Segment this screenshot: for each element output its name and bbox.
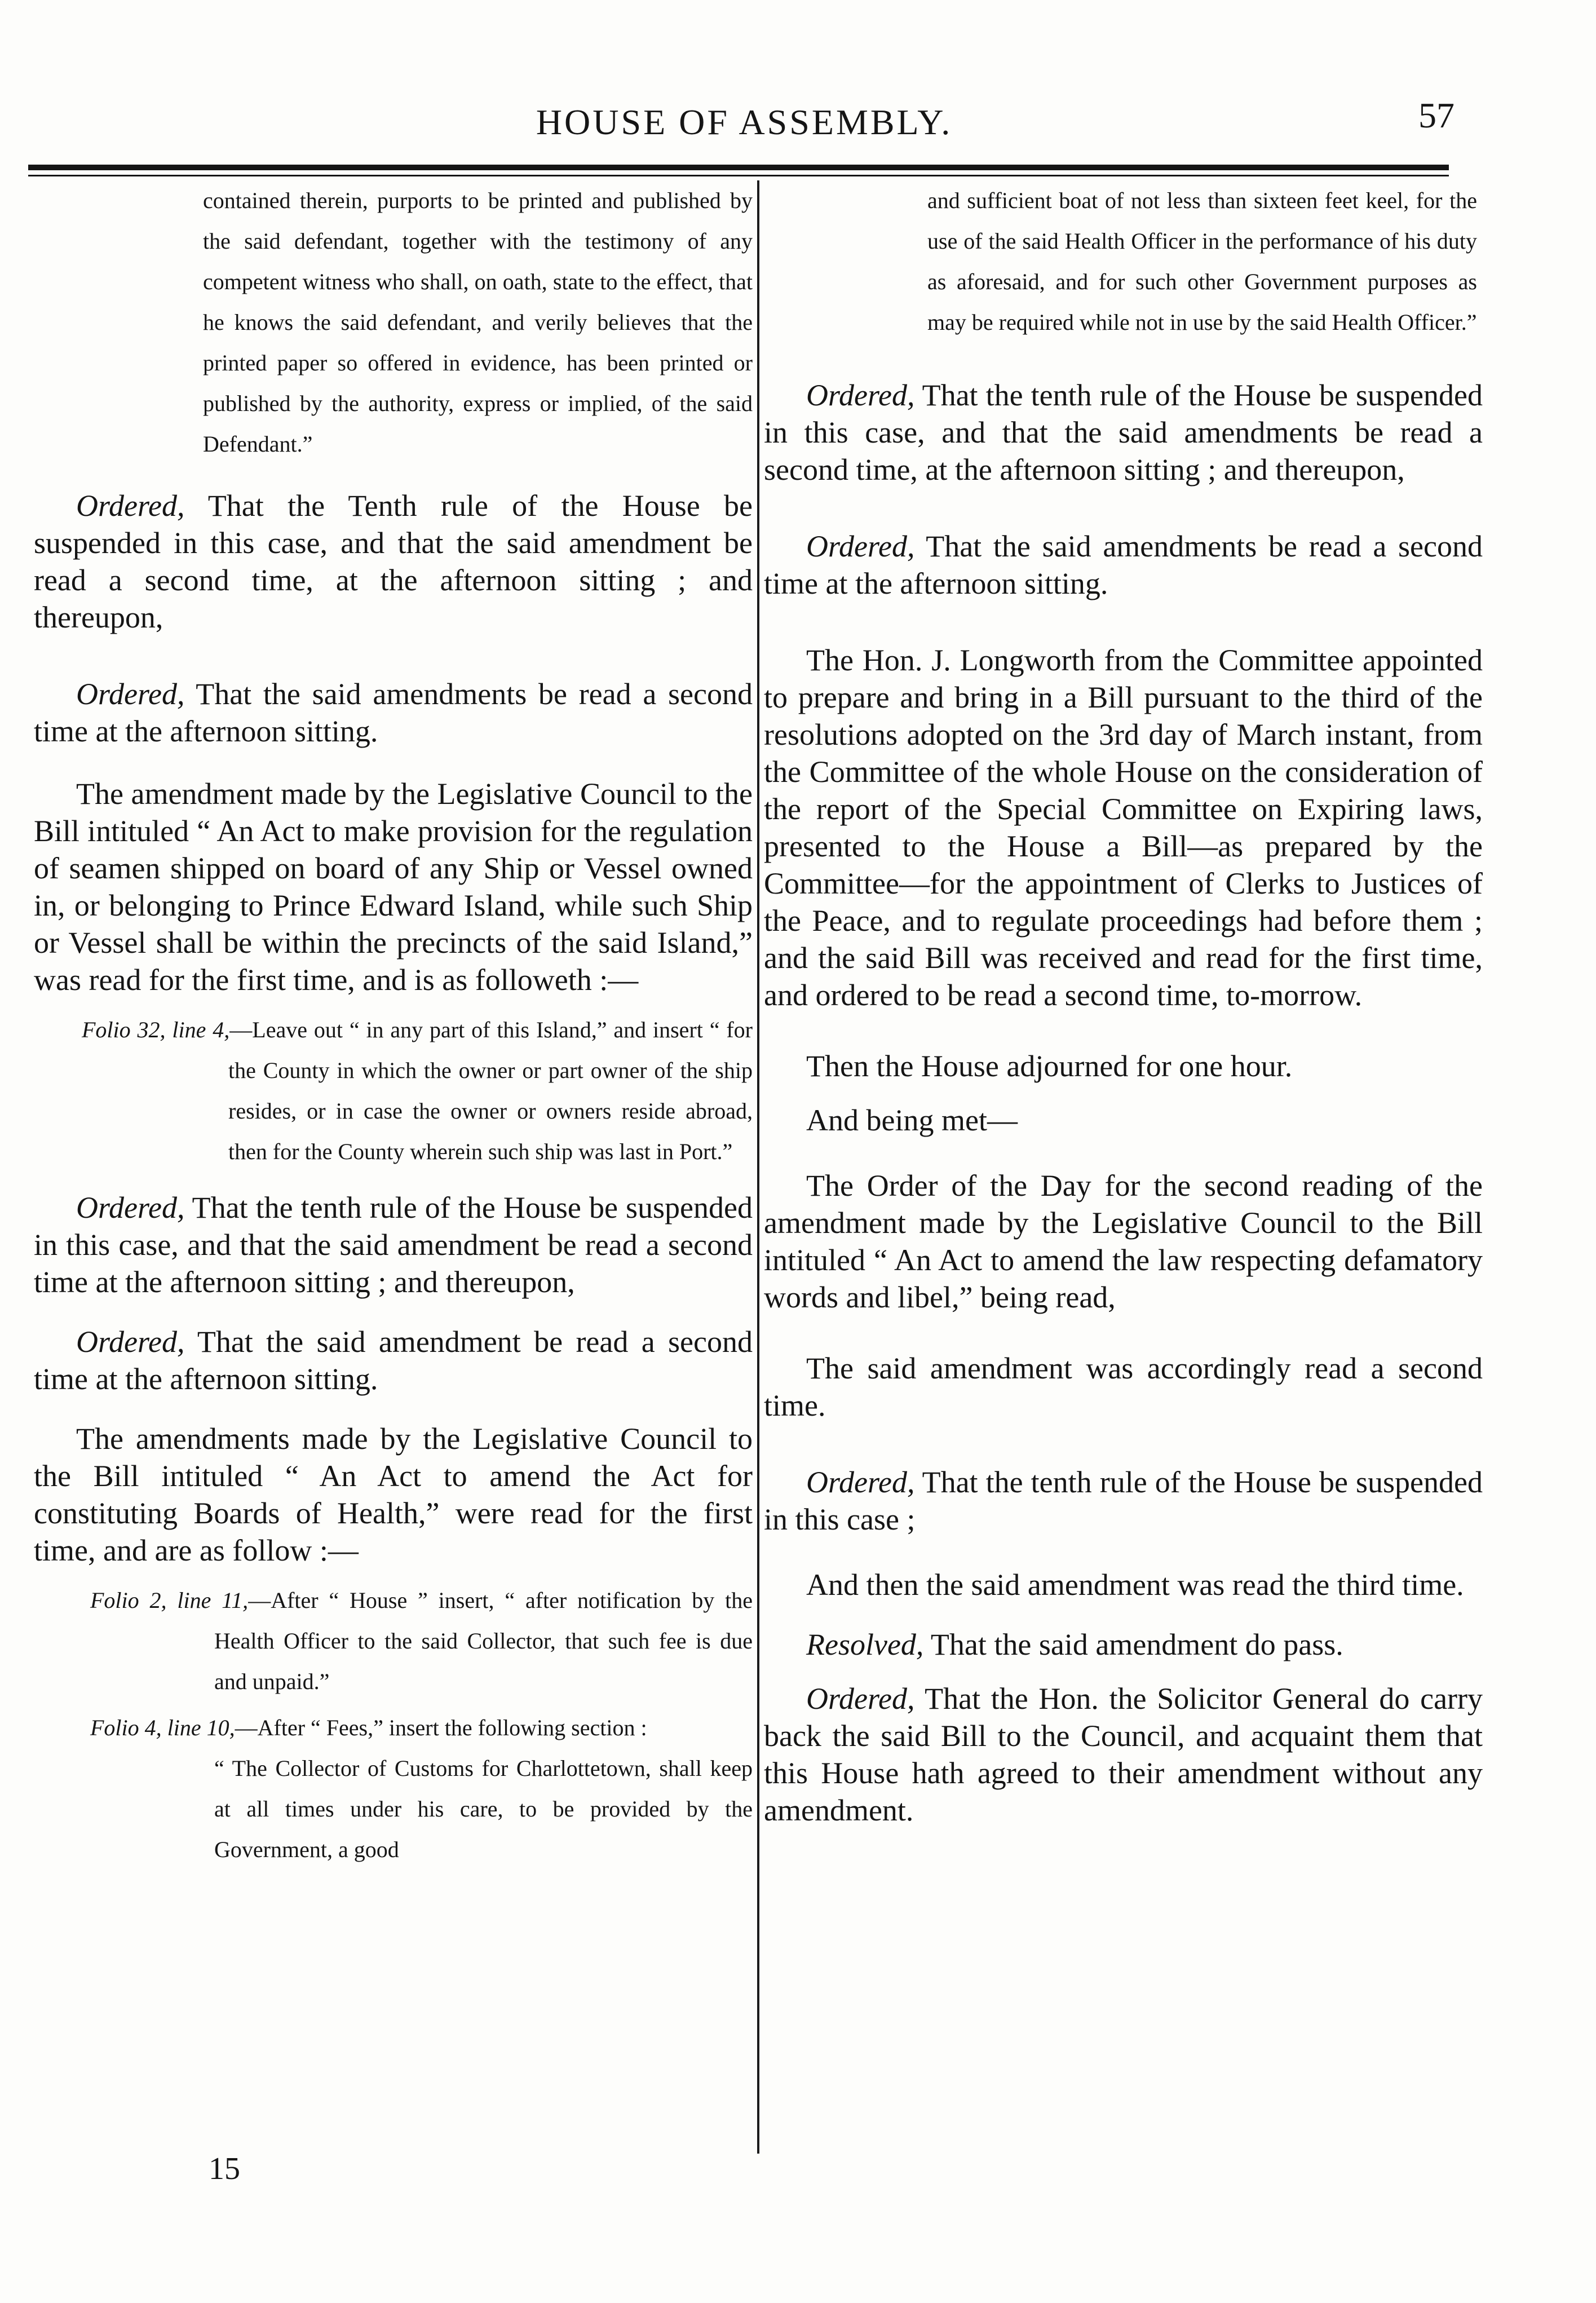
ordered-lead: Ordered, bbox=[806, 378, 915, 412]
paragraph-text: That the tenth rule of the House be suspended in this case, and that the said amendment be read a second time at the afternoon sitting ; and thereupon, bbox=[34, 1191, 753, 1299]
paragraph bbox=[764, 1626, 1483, 1663]
paragraph bbox=[764, 377, 1483, 488]
paragraph: The Hon. J. Longworth from the Committee appointed to prepare and bring in a Bill pursuant to the third of the resolutions adopted on the 3rd day of March instant, from the Committee of the whole House on the consideration of the report of the Special Committee on Expiring laws, presented to the House a Bill—as prepared by the Committee—for the appointment of Clerks to Justices of the Peace, and to regulate proceedings had before them ; and the said Bill was received and read for the first time, and ordered to be read a second time, to-morrow. bbox=[764, 643, 1483, 1012]
folio-text: —Leave out “ in any part of this Island,” and insert “ for the County in which the owner or part owner of the ship resides, or in case the owner or owners reside abroad, then for the County wherein such ship was last in Port.” bbox=[228, 1017, 753, 1164]
folio-reference: Folio 2, line 11, bbox=[90, 1588, 249, 1613]
page-header bbox=[34, 85, 1454, 152]
paragraph-text: That the said amendments be read a second time at the afternoon sitting. bbox=[764, 529, 1483, 600]
paragraph: Then the House adjourned for one hour. bbox=[806, 1049, 1293, 1083]
paragraph-text: That the Tenth rule of the House be suspended in this case, and that the said amendment be read a second time, at the afternoon sitting ; and thereupon, bbox=[34, 489, 753, 634]
folio-amendment bbox=[90, 1708, 753, 1748]
header-rule-thin bbox=[28, 175, 1449, 176]
left-column bbox=[34, 180, 753, 1870]
paragraph-text: That the tenth rule of the House be suspended in this case ; bbox=[764, 1465, 1483, 1536]
paragraph: The amendment made by the Legislative Council to the Bill intituled “ An Act to make provision for the regulation of seamen shipped on board of any Ship or Vessel owned in, or belonging to Prince Edward Island, while such Ship or Vessel shall be within the precincts of the said Island,” was read for the first time, and is as followeth :— bbox=[34, 777, 753, 997]
quoted-section: “ The Collector of Customs for Charlottetown, shall keep at all times under his care, to be provided by the Government, a good bbox=[214, 1756, 753, 1862]
paragraph: The amendments made by the Legislative Council to the Bill intituled “ An Act to amend the Act for constituting Boards of Health,” were read for the first time, and are as follow :— bbox=[34, 1422, 753, 1567]
paragraph bbox=[34, 675, 753, 750]
folio-amendment bbox=[82, 1010, 753, 1172]
folio-reference: Folio 4, line 10, bbox=[90, 1715, 235, 1740]
signature-mark: 15 bbox=[209, 2151, 240, 2186]
ordered-lead: Ordered, bbox=[76, 677, 185, 711]
paragraph bbox=[34, 487, 753, 636]
folio-reference: Folio 32, line 4, bbox=[82, 1017, 230, 1042]
paragraph-text: That the said amendment do pass. bbox=[923, 1628, 1343, 1661]
paragraph-text: That the tenth rule of the House be suspended in this case, and that the said amendments be read a second time, at the afternoon sitting ; and thereupon, bbox=[764, 378, 1483, 487]
paragraph-text: That the said amendment be read a second time at the afternoon sitting. bbox=[34, 1325, 753, 1396]
ordered-lead: Ordered, bbox=[76, 1191, 185, 1225]
ordered-lead: Ordered, bbox=[806, 1465, 915, 1499]
paragraph bbox=[34, 1323, 753, 1398]
folio-amendment bbox=[90, 1580, 753, 1702]
folio-text: —After “ Fees,” insert the following section : bbox=[235, 1715, 647, 1740]
paragraph: The Order of the Day for the second reading of the amendment made by the Legislative Council to the Bill intituled “ An Act to amend the law respecting defamatory words and libel,” being read, bbox=[764, 1169, 1483, 1314]
paragraph-text: That the said amendments be read a second time at the afternoon sitting. bbox=[34, 677, 753, 748]
header-rule-thick bbox=[28, 165, 1449, 170]
ordered-lead: Ordered, bbox=[76, 1325, 185, 1359]
ordered-lead: Ordered, bbox=[806, 529, 915, 563]
paragraph bbox=[34, 1189, 753, 1301]
paragraph bbox=[764, 1464, 1483, 1538]
column-divider bbox=[757, 180, 759, 2154]
paragraph: And then the said amendment was read the third time. bbox=[806, 1568, 1464, 1602]
right-column bbox=[764, 180, 1483, 1829]
running-title: HOUSE OF ASSEMBLY. bbox=[536, 102, 953, 142]
paragraph bbox=[764, 528, 1483, 602]
paragraph: And being met— bbox=[806, 1103, 1018, 1137]
ordered-lead: Ordered, bbox=[806, 1682, 915, 1716]
paragraph-text: That the Hon. the Solicitor General do carry back the said Bill to the Council, and acquaint them that this House hath agreed to their amendment without any amendment. bbox=[764, 1682, 1483, 1827]
ordered-lead: Ordered, bbox=[76, 489, 185, 523]
folio-text: —After “ House ” insert, “ after notification by the Health Officer to the said Collector, that such fee is due and unpaid.” bbox=[214, 1588, 753, 1694]
quoted-clause: and sufficient boat of not less than sixteen feet keel, for the use of the said Health Officer in the performance of his duty as aforesaid, and for such other Government purposes as may be required while not in use by the said Health Officer.” bbox=[927, 188, 1477, 335]
resolved-lead: Resolved, bbox=[806, 1628, 924, 1661]
quoted-clause: contained therein, purports to be printed and published by the said defendant, together with the testimony of any competent witness who shall, on oath, state to the effect, that he knows the said defendant, and verily believes that the printed paper so offered in evidence, has been printed or published by the authority, express or implied, of the said Defendant.” bbox=[203, 188, 753, 457]
page-number: 57 bbox=[1418, 95, 1454, 135]
paragraph: The said amendment was accordingly read a second time. bbox=[764, 1351, 1483, 1422]
paragraph bbox=[764, 1680, 1483, 1829]
